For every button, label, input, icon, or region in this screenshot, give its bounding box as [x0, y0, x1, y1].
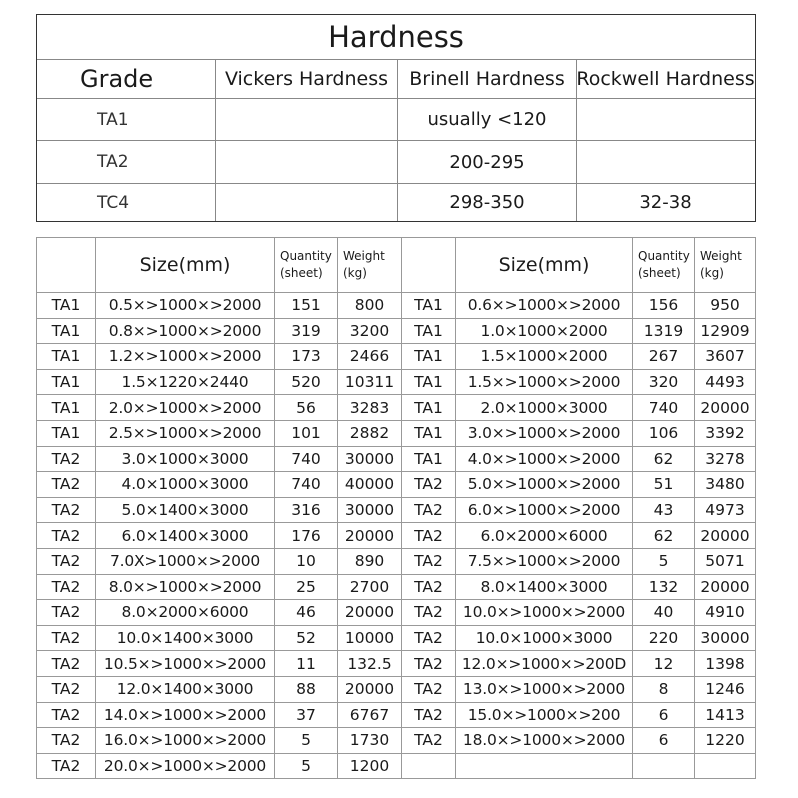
size-cell: 12.0×>1000×>200D: [456, 651, 633, 677]
weight-cell: 890: [338, 548, 402, 574]
quantity-cell: 40: [633, 600, 695, 626]
size-cell: 6.0×>1000×>2000: [456, 497, 633, 523]
size-cell: 0.5×>1000×>2000: [96, 293, 275, 319]
weight-cell: 3607: [695, 344, 756, 370]
header-quantity-line2: (sheet): [638, 266, 681, 280]
grade-cell: TA2: [37, 548, 96, 574]
weight-cell: 4910: [695, 600, 756, 626]
size-cell: 12.0×1400×3000: [96, 676, 275, 702]
table-row: [37, 446, 756, 472]
weight-cell: 800: [338, 293, 402, 319]
size-cell: 18.0×>1000×>2000: [456, 728, 633, 754]
weight-cell: 2700: [338, 574, 402, 600]
table-row: [37, 293, 756, 319]
quantity-cell: 12: [633, 651, 695, 677]
header-weight: [695, 238, 756, 293]
rockwell-cell: [576, 141, 754, 183]
grade-cell: TA2: [97, 152, 129, 172]
grade-cell: TA1: [37, 318, 96, 344]
quantity-cell: 319: [275, 318, 338, 344]
grade-cell: TA1: [402, 395, 456, 421]
grade-cell: TA1: [37, 420, 96, 446]
table-row: [37, 318, 756, 344]
grade-cell: TA2: [402, 574, 456, 600]
quantity-cell: 520: [275, 369, 338, 395]
size-cell: [456, 753, 633, 779]
grade-cell: TA1: [37, 344, 96, 370]
weight-cell: 1246: [695, 676, 756, 702]
quantity-cell: 267: [633, 344, 695, 370]
grade-cell: TA2: [37, 446, 96, 472]
weight-cell: 20000: [695, 523, 756, 549]
table-row: [37, 753, 756, 779]
table-row: [37, 395, 756, 421]
quantity-cell: 176: [275, 523, 338, 549]
quantity-cell: 8: [633, 676, 695, 702]
weight-cell: 40000: [338, 472, 402, 498]
weight-cell: 30000: [338, 446, 402, 472]
size-cell: 0.8×>1000×>2000: [96, 318, 275, 344]
rockwell-cell: [576, 99, 754, 140]
table-row: [37, 548, 756, 574]
grade-cell: [402, 753, 456, 779]
table-row: [37, 369, 756, 395]
header-size: Size(mm): [456, 238, 633, 293]
table-row: [37, 420, 756, 446]
size-cell: 4.0×1000×3000: [96, 472, 275, 498]
header-quantity: [633, 238, 695, 293]
table-row: [37, 344, 756, 370]
header-quantity-line1: Quantity: [638, 249, 690, 263]
header-quantity-line1: Quantity: [280, 249, 332, 263]
table-row: [37, 600, 756, 626]
brinell-cell: 200-295: [397, 141, 576, 183]
grade-cell: TA2: [402, 472, 456, 498]
size-cell: 10.5×>1000×>2000: [96, 651, 275, 677]
quantity-cell: 5: [633, 548, 695, 574]
grade-cell: TA1: [37, 293, 96, 319]
grade-cell: TA1: [37, 369, 96, 395]
size-cell: 3.0×>1000×>2000: [456, 420, 633, 446]
grade-cell: TA2: [402, 728, 456, 754]
stock-table-body: [37, 293, 756, 779]
stock-table: [36, 237, 756, 779]
weight-cell: 5071: [695, 548, 756, 574]
header-size: Size(mm): [96, 238, 275, 293]
quantity-cell: 56: [275, 395, 338, 421]
quantity-cell: 156: [633, 293, 695, 319]
table-row: [37, 651, 756, 677]
table-row: [37, 497, 756, 523]
weight-cell: 132.5: [338, 651, 402, 677]
grade-cell: TA2: [402, 676, 456, 702]
size-cell: 6.0×1400×3000: [96, 523, 275, 549]
weight-cell: 1413: [695, 702, 756, 728]
header-weight-line1: Weight: [343, 249, 385, 263]
quantity-cell: 101: [275, 420, 338, 446]
weight-cell: 30000: [338, 497, 402, 523]
size-cell: 10.0×1400×3000: [96, 625, 275, 651]
quantity-cell: 6: [633, 702, 695, 728]
grade-cell: TA2: [402, 625, 456, 651]
weight-cell: 20000: [338, 676, 402, 702]
quantity-cell: 740: [275, 472, 338, 498]
grade-cell: TA2: [37, 523, 96, 549]
weight-cell: 1398: [695, 651, 756, 677]
rockwell-cell: 32-38: [576, 184, 754, 221]
weight-cell: 12909: [695, 318, 756, 344]
quantity-cell: 62: [633, 523, 695, 549]
quantity-cell: 10: [275, 548, 338, 574]
size-cell: 2.0×1000×3000: [456, 395, 633, 421]
grade-cell: TA1: [37, 395, 96, 421]
weight-cell: 950: [695, 293, 756, 319]
weight-cell: 3392: [695, 420, 756, 446]
quantity-cell: 5: [275, 753, 338, 779]
header-quantity-line2: (sheet): [280, 266, 323, 280]
weight-cell: 2466: [338, 344, 402, 370]
grade-cell: TA1: [402, 344, 456, 370]
header-rockwell: Rockwell Hardness: [576, 59, 754, 98]
size-cell: 0.6×>1000×>2000: [456, 293, 633, 319]
size-cell: 14.0×>1000×>2000: [96, 702, 275, 728]
size-cell: 5.0×1400×3000: [96, 497, 275, 523]
quantity-cell: 62: [633, 446, 695, 472]
vickers-cell: [215, 184, 397, 221]
weight-cell: 3278: [695, 446, 756, 472]
size-cell: 8.0×1400×3000: [456, 574, 633, 600]
table-row: [37, 574, 756, 600]
quantity-cell: [633, 753, 695, 779]
size-cell: 8.0×2000×6000: [96, 600, 275, 626]
size-cell: 16.0×>1000×>2000: [96, 728, 275, 754]
header-weight-line2: (kg): [700, 266, 724, 280]
size-cell: 8.0×>1000×>2000: [96, 574, 275, 600]
header-quantity: [275, 238, 338, 293]
size-cell: 3.0×1000×3000: [96, 446, 275, 472]
grade-cell: TA2: [37, 651, 96, 677]
hardness-row: [37, 99, 755, 141]
grade-cell: TA2: [402, 600, 456, 626]
stock-header-row: [37, 238, 756, 293]
weight-cell: 3283: [338, 395, 402, 421]
size-cell: 2.5×>1000×>2000: [96, 420, 275, 446]
weight-cell: 6767: [338, 702, 402, 728]
grade-cell: TA2: [402, 702, 456, 728]
weight-cell: 10000: [338, 625, 402, 651]
grade-cell: TA2: [37, 728, 96, 754]
weight-cell: [695, 753, 756, 779]
grade-cell: TA1: [402, 420, 456, 446]
size-cell: 2.0×>1000×>2000: [96, 395, 275, 421]
weight-cell: 20000: [338, 600, 402, 626]
size-cell: 15.0×>1000×>200: [456, 702, 633, 728]
grade-cell: TA2: [402, 497, 456, 523]
quantity-cell: 1319: [633, 318, 695, 344]
hardness-title: Hardness: [37, 15, 755, 60]
grade-cell: TA2: [37, 497, 96, 523]
quantity-cell: 88: [275, 676, 338, 702]
quantity-cell: 132: [633, 574, 695, 600]
grade-cell: TA1: [402, 293, 456, 319]
size-cell: 10.0×>1000×>2000: [456, 600, 633, 626]
size-cell: 13.0×>1000×>2000: [456, 676, 633, 702]
size-cell: 20.0×>1000×>2000: [96, 753, 275, 779]
size-cell: 7.0X>1000×>2000: [96, 548, 275, 574]
table-row: [37, 625, 756, 651]
grade-cell: TA2: [37, 600, 96, 626]
weight-cell: 1220: [695, 728, 756, 754]
weight-cell: 20000: [695, 395, 756, 421]
header-weight-line1: Weight: [700, 249, 742, 263]
weight-cell: 20000: [338, 523, 402, 549]
weight-cell: 1730: [338, 728, 402, 754]
hardness-row: [37, 141, 755, 184]
table-row: [37, 728, 756, 754]
weight-cell: 30000: [695, 625, 756, 651]
table-row: [37, 523, 756, 549]
table-row: [37, 676, 756, 702]
size-cell: 1.5×1000×2000: [456, 344, 633, 370]
brinell-cell: usually <120: [397, 99, 576, 140]
vickers-cell: [215, 99, 397, 140]
table-row: [37, 472, 756, 498]
grade-cell: TA1: [402, 369, 456, 395]
weight-cell: 2882: [338, 420, 402, 446]
size-cell: 7.5×>1000×>2000: [456, 548, 633, 574]
weight-cell: 3200: [338, 318, 402, 344]
size-cell: 1.5×1220×2440: [96, 369, 275, 395]
quantity-cell: 43: [633, 497, 695, 523]
weight-cell: 1200: [338, 753, 402, 779]
weight-cell: 10311: [338, 369, 402, 395]
quantity-cell: 220: [633, 625, 695, 651]
size-cell: 10.0×1000×3000: [456, 625, 633, 651]
quantity-cell: 151: [275, 293, 338, 319]
hardness-header-row: [37, 59, 755, 99]
quantity-cell: 173: [275, 344, 338, 370]
header-weight-line2: (kg): [343, 266, 367, 280]
grade-cell: TA2: [37, 753, 96, 779]
weight-cell: 4493: [695, 369, 756, 395]
size-cell: 1.5×>1000×>2000: [456, 369, 633, 395]
hardness-table: [36, 14, 756, 222]
size-cell: 5.0×>1000×>2000: [456, 472, 633, 498]
grade-cell: TA2: [402, 523, 456, 549]
grade-cell: TA1: [97, 109, 129, 130]
brinell-cell: 298-350: [397, 184, 576, 221]
header-weight: [338, 238, 402, 293]
grade-cell: TA2: [37, 676, 96, 702]
quantity-cell: 52: [275, 625, 338, 651]
grade-cell: TC4: [97, 192, 130, 213]
grade-cell: TA2: [37, 625, 96, 651]
header-grade: Grade: [80, 64, 154, 93]
quantity-cell: 37: [275, 702, 338, 728]
weight-cell: 4973: [695, 497, 756, 523]
quantity-cell: 106: [633, 420, 695, 446]
header-vickers: Vickers Hardness: [215, 59, 397, 98]
quantity-cell: 11: [275, 651, 338, 677]
size-cell: 1.0×1000×2000: [456, 318, 633, 344]
quantity-cell: 740: [633, 395, 695, 421]
hardness-row: [37, 184, 755, 221]
weight-cell: 20000: [695, 574, 756, 600]
quantity-cell: 316: [275, 497, 338, 523]
grade-cell: TA2: [37, 702, 96, 728]
grade-cell: TA1: [402, 446, 456, 472]
quantity-cell: 740: [275, 446, 338, 472]
quantity-cell: 5: [275, 728, 338, 754]
vickers-cell: [215, 141, 397, 183]
quantity-cell: 320: [633, 369, 695, 395]
grade-cell: TA2: [402, 548, 456, 574]
size-cell: 1.2×>1000×>2000: [96, 344, 275, 370]
size-cell: 6.0×2000×6000: [456, 523, 633, 549]
header-grade: [402, 238, 456, 293]
size-cell: 4.0×>1000×>2000: [456, 446, 633, 472]
quantity-cell: 25: [275, 574, 338, 600]
table-row: [37, 702, 756, 728]
weight-cell: 3480: [695, 472, 756, 498]
grade-cell: TA2: [37, 574, 96, 600]
grade-cell: TA2: [402, 651, 456, 677]
quantity-cell: 46: [275, 600, 338, 626]
header-grade: [37, 238, 96, 293]
quantity-cell: 6: [633, 728, 695, 754]
grade-cell: TA1: [402, 318, 456, 344]
header-brinell: Brinell Hardness: [397, 59, 576, 98]
quantity-cell: 51: [633, 472, 695, 498]
grade-cell: TA2: [37, 472, 96, 498]
